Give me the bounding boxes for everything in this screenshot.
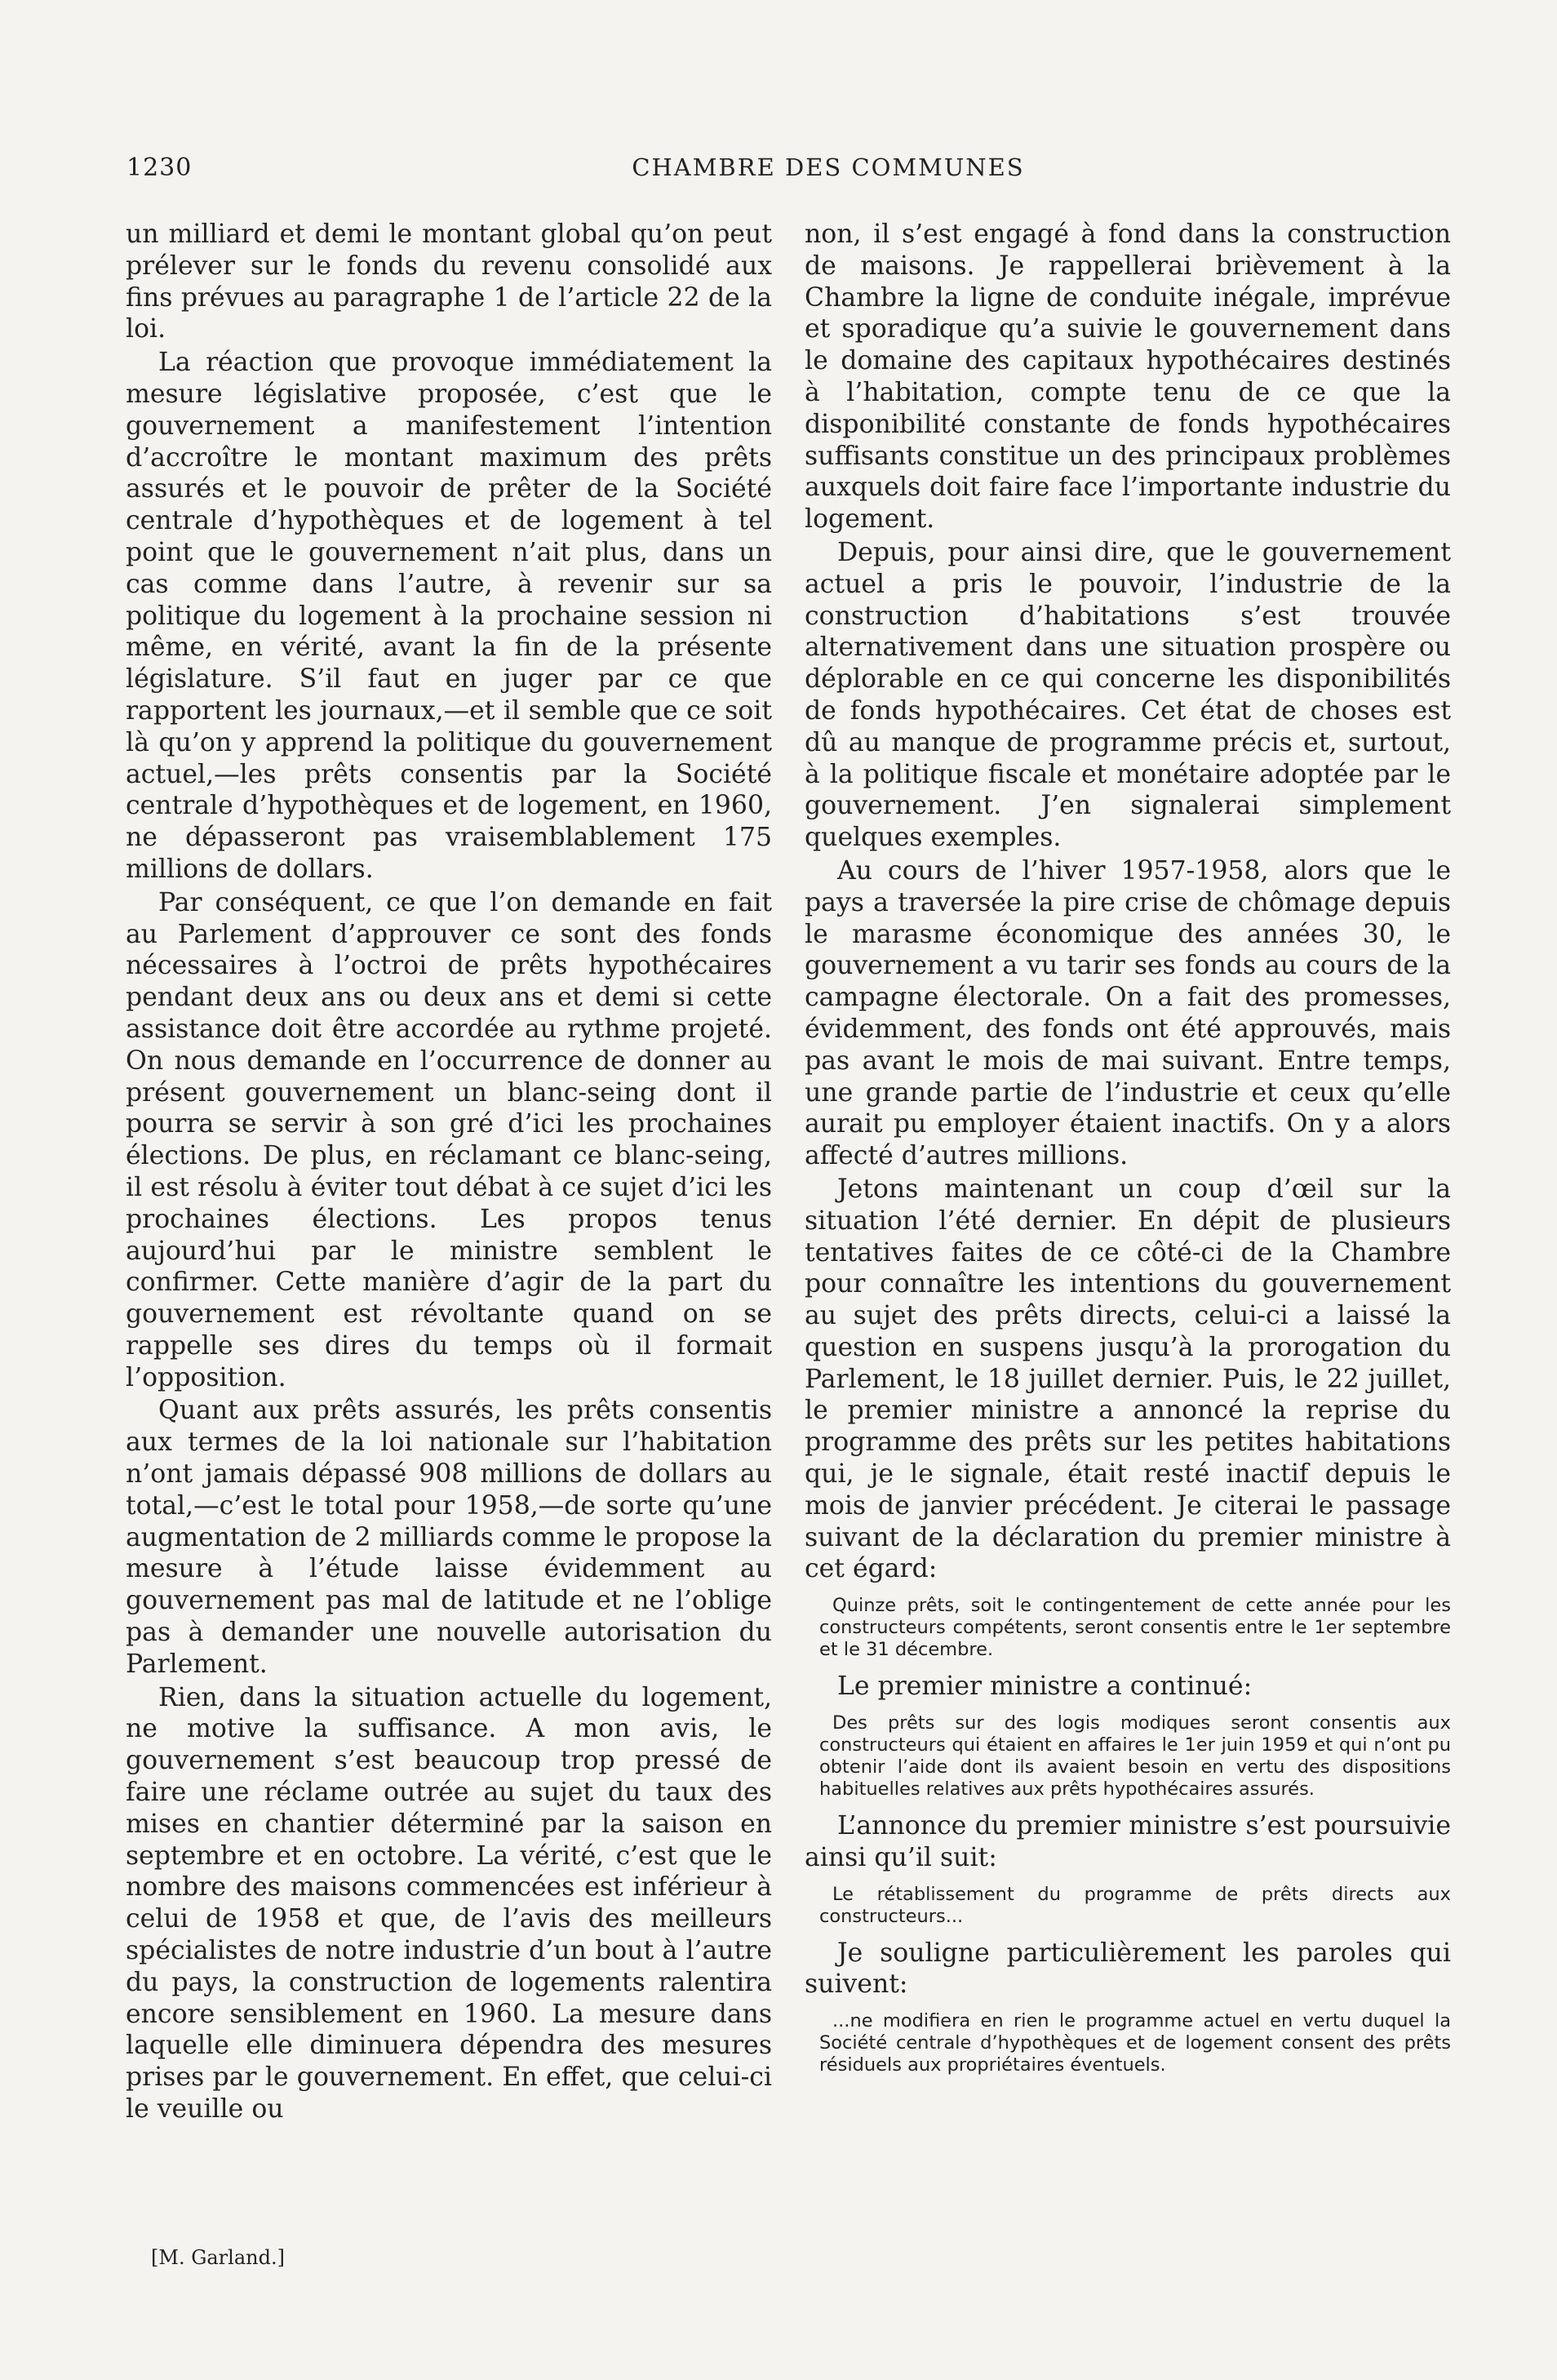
paragraph: Rien, dans la situation actuelle du logement, ne motive la suffisance. A mon avis, le gouvernement s’est beaucoup trop pressé de faire une réclame outrée au sujet du taux des mises en chantier déterminé par la saison en septembre et en octobre. La vérité, c’est que le nombre des maisons commencées est inférieur à celui de 1958 et que, de l’avis des meilleurs spécialistes de notre industrie d’un bout à l’autre du pays, la construction de logements ralentira encore sensiblement en 1960. La mesure dans laquelle elle diminuera dépendra des mesures prises par le gouvernement. En effet, que celui-ci le veuille ou	[126, 1682, 772, 2125]
paragraph: non, il s’est engagé à fond dans la construction de maisons. Je rappellerai brièvement à la Chambre la ligne de conduite inégale, imprévue et sporadique qu’a suivie le gouvernement dans le domaine des capitaux hypothécaires destinés à l’habitation, compte tenu de ce que la disponibilité constante de fonds hypothécaires suffisants constitue un des principaux problèmes auxquels doit faire face l’importante industrie du logement.	[805, 220, 1451, 535]
running-head: CHAMBRE DES COMMUNES	[632, 153, 1025, 181]
left-column	[126, 219, 772, 2276]
quote-intro: L’annonce du premier ministre s’est poursuivie ainsi qu’il suit:	[805, 1811, 1451, 1872]
block-quote: Le rétablissement du programme de prêts directs aux constructeurs...	[819, 1883, 1451, 1927]
paragraph: Au cours de l’hiver 1957-1958, alors que le pays a traversée la pire crise de chômage depuis le marasme économique des années 30, le gouvernement a vu tarir ses fonds au cours de la campagne électorale. On a fait des promesses, évidemment, des fonds ont été approuvés, mais pas avant le mois de mai suivant. Entre temps, une grande partie de l’industrie et ceux qu’elle aurait pu employer étaient inactifs. On y a alors affecté d’autres millions.	[805, 855, 1451, 1171]
block-quote: Des prêts sur des logis modiques seront consentis aux constructeurs qui étaient en affaires le 1er juin 1959 et qui n’ont pu obtenir l’aide dont ils avaient besoin en vertu des dispositions habituelles relatives aux prêts hypothécaires assurés.	[819, 1712, 1451, 1801]
quote-intro: Le premier ministre a continué:	[837, 1672, 1253, 1702]
quote-intro: Je souligne particulièrement les paroles qui suivent:	[805, 1938, 1451, 2000]
speaker-attribution: [M. Garland.]	[151, 2246, 285, 2269]
block-quote: ...ne modifiera en rien le programme actuel en vertu duquel la Société centrale d’hypothèques et de logement consent des prêts résiduels aux propriétaires éventuels.	[819, 2010, 1451, 2076]
page-header	[126, 153, 1465, 186]
page-number: 1230	[126, 153, 193, 182]
paragraph: un milliard et demi le montant global qu’on peut prélever sur le fonds du revenu consolidé aux fins prévues au paragraphe 1 de l’article 22 de la loi.	[126, 220, 772, 344]
paragraph: Par conséquent, ce que l’on demande en fait au Parlement d’approuver ce sont des fonds nécessaires à l’octroi de prêts hypothécaires pendant deux ans ou deux ans et demi si cette assistance doit être accordée au rythme projeté. On nous demande en l’occurrence de donner au présent gouvernement un blanc-seing dont il pourra se servir à son gré d’ici les prochaines élections. De plus, en réclamant ce blanc-seing, il est résolu à éviter tout débat à ce sujet d’ici les prochaines élections. Les propos tenus aujourd’hui par le ministre semblent le confirmer. Cette manière d’agir de la part du gouvernement est révoltante quand on se rappelle ses dires du temps où il formait l’opposition.	[126, 887, 772, 1392]
paragraph: La réaction que provoque immédiatement la mesure législative proposée, c’est que le gouvernement a manifestement l’intention d’accroître le montant maximum des prêts assurés et le pouvoir de prêter de la Société centrale d’hypothèques et de logement à tel point que le gouvernement n’ait plus, dans un cas comme dans l’autre, à revenir sur sa politique du logement à la prochaine session ni même, en vérité, avant la fin de la présente législature. S’il faut en juger par ce que rapportent les journaux,—et il semble que ce soit là qu’on y apprend la politique du gouvernement actuel,—les prêts consentis par la Société centrale d’hypothèques et de logement, en 1960, ne dépasseront pas vraisemblablement 175 millions de dollars.	[126, 348, 772, 884]
right-column	[805, 219, 1451, 2276]
paragraph: Depuis, pour ainsi dire, que le gouvernement actuel a pris le pouvoir, l’industrie de la construction d’habitations s’est trouvée alternativement dans une situation prospère ou déplorable en ce qui concerne les disponibilités de fonds hypothécaires. Cet état de choses est dû au manque de programme précis et, surtout, à la politique fiscale et monétaire adoptée par le gouvernement. J’en signalerai simplement quelques exemples.	[805, 537, 1451, 853]
block-quote: Quinze prêts, soit le contingentement de cette année pour les constructeurs compétents, seront consentis entre le 1er septembre et le 31 décembre.	[819, 1595, 1451, 1661]
paragraph: Quant aux prêts assurés, les prêts consentis aux termes de la loi nationale sur l’habitation n’ont jamais dépassé 908 millions de dollars au total,—c’est le total pour 1958,—de sorte qu’une augmentation de 2 milliards comme le propose la mesure à l’étude laisse évidemment au gouvernement pas mal de latitude et ne l’oblige pas à demander une nouvelle autorisation du Parlement.	[126, 1396, 772, 1679]
paragraph: Jetons maintenant un coup d’œil sur la situation l’été dernier. En dépit de plusieurs tentatives faites de ce côté-ci de la Chambre pour connaître les intentions du gouvernement au sujet des prêts directs, celui-ci a laissé la question en suspens jusqu’à la prorogation du Parlement, le 18 juillet dernier. Puis, le 22 juillet, le premier ministre a annoncé la reprise du programme des prêts sur les petites habitations qui, je le signale, était resté inactif depuis le mois de janvier précédent. Je citerai le passage suivant de la déclaration du premier ministre à cet égard:	[805, 1174, 1451, 1584]
